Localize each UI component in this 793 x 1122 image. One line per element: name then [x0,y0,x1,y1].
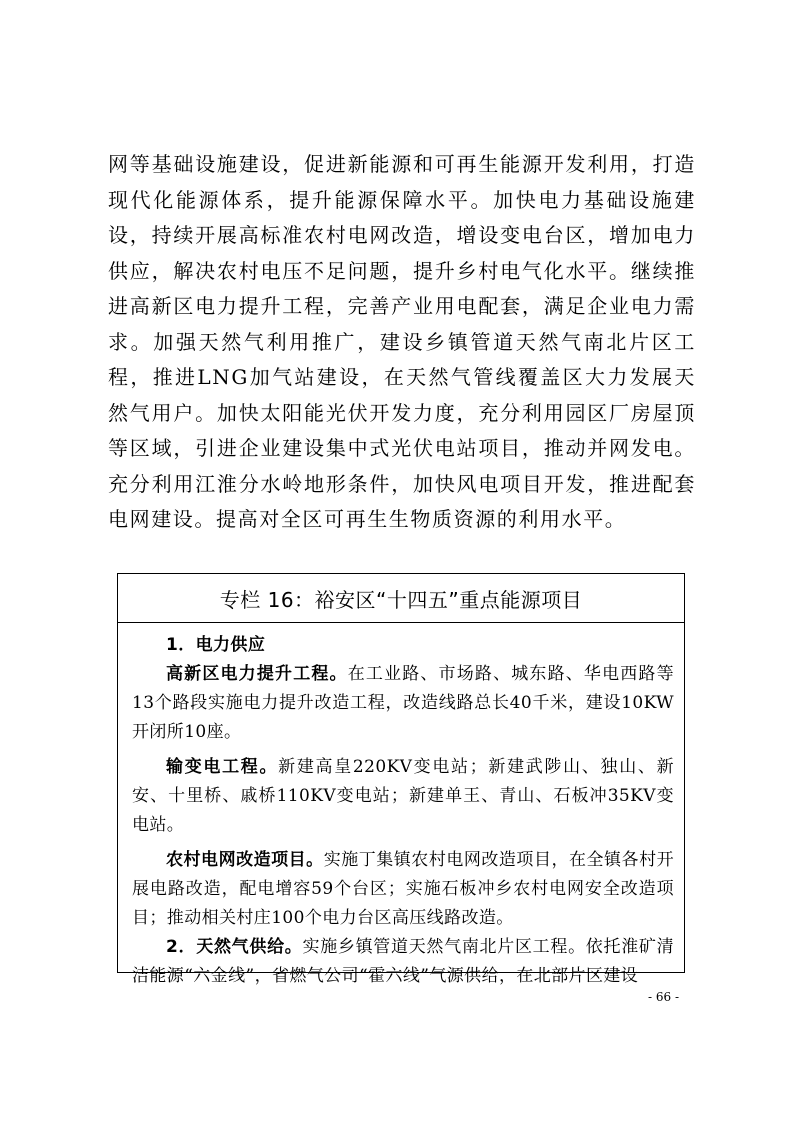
section1-heading [132,631,674,660]
section1-heading-text: 1．电力供应 [166,635,266,655]
item-text: 在工业路、市场路、城东路、华电西路等13个路段实施电力提升改造工程，改造线路总长40千米，建设10KW开闭所10座。 [132,664,674,742]
item-rural-grid [132,846,674,933]
box-body [118,623,684,991]
item-text: 实施丁集镇农村电网改造项目，在全镇各村开展电路改造，配电增容59个台区；实施石板冲乡农村电网安全改造项目；推动相关村庄100个电力台区高压线路改造。 [132,850,675,928]
project-column-box [117,573,685,986]
item-transmission [132,753,674,840]
item-label: 输变电工程。 [166,757,279,777]
page-number: - 66 - [648,990,680,1004]
section2-text: 实施乡镇管道天然气南北片区工程。依托淮矿清洁能源“六金线”，省燃气公司“霍六线”气源供给，在北部片区建设 [132,937,674,986]
item-label: 高新区电力提升工程。 [166,664,348,684]
section2 [132,933,674,991]
body-paragraph: 网等基础设施建设，促进新能源和可再生能源开发利用，打造现代化能源体系，提升能源保障水平。加快电力基础设施建设，持续开展高标准农村电网改造，增设变电台区，增加电力供应，解决农村电压不足问题，提升乡村电气化水平。继续推进高新区电力提升工程，完善产业用电配套，满足企业电力需求。加强天然气利用推广，建设乡镇管道天然气南北片区工程，推进LNG加气站建设，在天然气管线覆盖区大力发展天然气用户。加快太阳能光伏开发力度，充分利用园区厂房屋顶等区域，引进企业建设集中式光伏电站项目，推动并网发电。充分利用江淮分水岭地形条件，加快风电项目开发，推进配套电网建设。提高对全区可再生生物质资源的利用水平。 [108,152,696,531]
item-high-tech-power [132,660,674,747]
item-label: 农村电网改造项目。 [166,850,324,870]
section2-heading: 2．天然气供给。 [166,937,303,957]
box-title: 专栏 16：裕安区“十四五”重点能源项目 [118,574,684,623]
item-text: 新建高皇220KV变电站；新建武陟山、独山、新安、十里桥、戚桥110KV变电站；新建单王、青山、石板冲35KV变电站。 [132,757,675,835]
body-text [108,147,696,538]
